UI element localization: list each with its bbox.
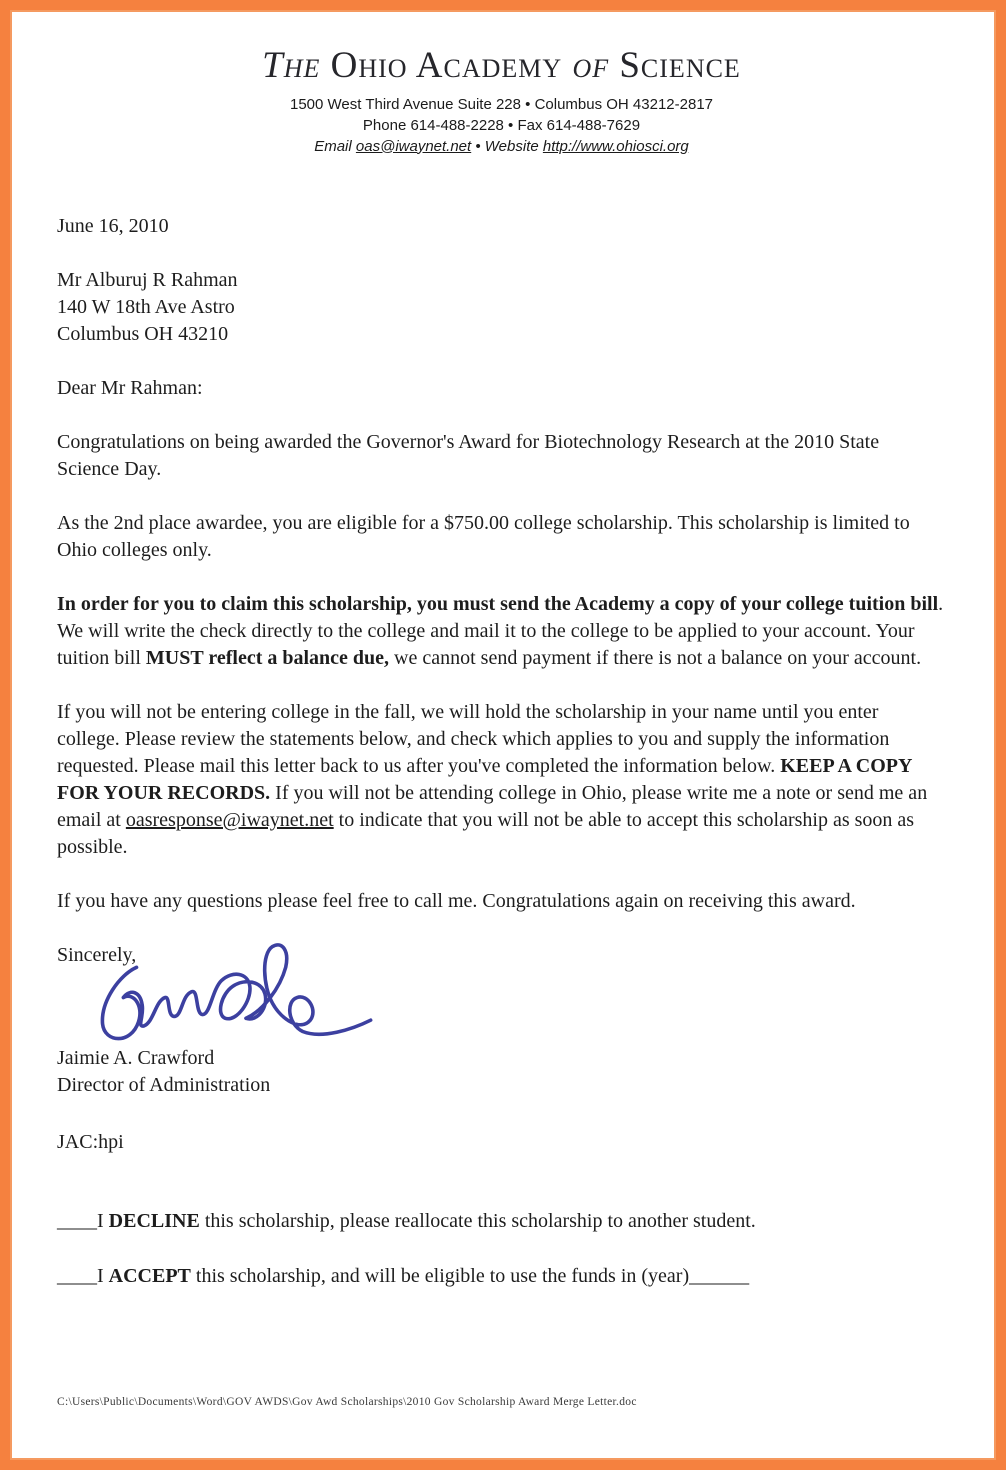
letter-paragraph: Congratulations on being awarded the Governor's Award for Biotechnology Research at the 2010 State Science Day.: [57, 430, 880, 480]
decline-option-line: ____I DECLINE this scholarship, please reallocate this scholarship to another student.: [57, 1209, 756, 1232]
response-options: [57, 1208, 946, 1290]
letter-paragraph: As the 2nd place awardee, you are eligible for a $750.00 college scholarship. This scholarship is limited to Ohio colleges only.: [57, 511, 910, 561]
closing-line: Sincerely,: [57, 943, 137, 966]
letter-paragraph: If you have any questions please feel free to call me. Congratulations again on receiving this award.: [57, 889, 856, 912]
letter-paragraph: If you will not be entering college in the fall, we will hold the scholarship in your name until you enter college. Please review the statements below, and check which applies to you and supply the information requested. Please mail this letter back to us after you've completed the information below. KEEP A COPY FOR YOUR RECORDS. If you will not be attending college in Ohio, please write me a note or send me an email at oasresponse@iwaynet.net to indicate that you will not be able to accept this scholarship as soon as possible.: [57, 700, 928, 858]
signature-ink-icon: [75, 939, 385, 1057]
signer-name: Jaimie A. Crawford: [57, 1046, 215, 1069]
letterhead-address: [57, 94, 946, 157]
letter-content: [57, 0, 946, 1290]
letter-body: [57, 213, 946, 1290]
recipient-city: Columbus OH 43210: [57, 322, 229, 345]
email-website-line: Email oas@iwaynet.net • Website http://www.ohiosci.org: [314, 137, 689, 155]
signature-area: [75, 939, 385, 1057]
recipient-name: Mr Alburuj R Rahman: [57, 268, 238, 291]
organization-name: The Ohio Academy of Science: [262, 45, 741, 86]
letterhead: [57, 46, 946, 157]
street-address-line: 1500 West Third Avenue Suite 228 • Columbus OH 43212-2817: [289, 95, 714, 113]
accept-option-line: ____I ACCEPT this scholarship, and will be eligible to use the funds in (year)______: [57, 1264, 750, 1287]
phone-fax-line: Phone 614-488-2228 • Fax 614-488-7629: [362, 116, 641, 134]
reference-initials: JAC:hpi: [57, 1130, 124, 1153]
document-file-path: C:\Users\Public\Documents\Word\GOV AWDS\Gov Awd Scholarships\2010 Gov Scholarship Award Merge Letter.doc: [57, 1396, 637, 1408]
letter-paragraph: In order for you to claim this scholarship, you must send the Academy a copy of your college tuition bill. We will write the check directly to the college and mail it to the college to be applied to your account. Your tuition bill MUST reflect a balance due, we cannot send payment if there is not a balance on your account.: [57, 592, 944, 669]
recipient-address-block: [57, 267, 946, 348]
salutation: Dear Mr Rahman:: [57, 376, 203, 399]
recipient-street: 140 W 18th Ave Astro: [57, 295, 235, 318]
signer-title: Director of Administration: [57, 1073, 271, 1096]
date-line: June 16, 2010: [57, 214, 169, 237]
signature-stroke-main: [102, 967, 265, 1038]
